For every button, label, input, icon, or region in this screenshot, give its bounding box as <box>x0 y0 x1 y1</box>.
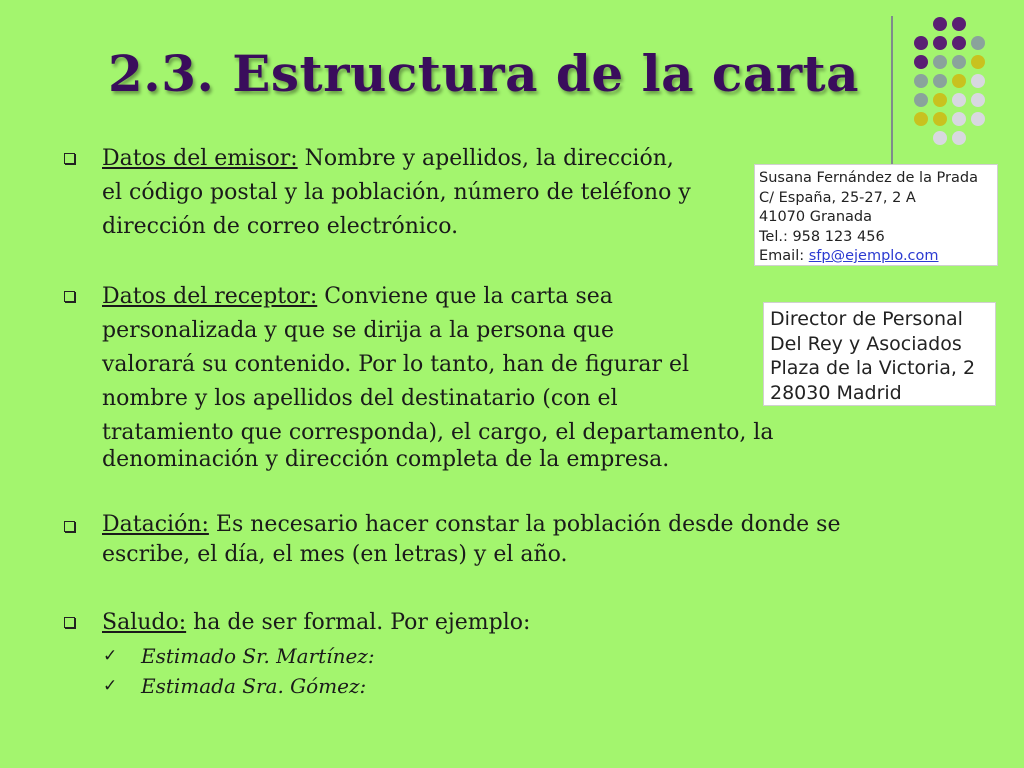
example-item <box>103 641 375 671</box>
decorative-dot <box>914 93 928 107</box>
decorative-dot <box>933 17 947 31</box>
receiver-line: Del Rey y Asociados <box>770 332 962 355</box>
decorative-dot <box>952 74 966 88</box>
decorative-dot <box>933 36 947 50</box>
bullet-text: tratamiento que corresponda), el cargo, el departamento, la <box>102 420 774 445</box>
decorative-dot <box>914 112 928 126</box>
bullet-text: dirección de correo electrónico. <box>102 214 459 239</box>
sender-address-card <box>754 164 998 266</box>
bullet-text: valorará su contenido. Por lo tanto, han de figurar el <box>102 352 690 377</box>
bullet-saludo <box>102 606 530 640</box>
decorative-dot <box>952 36 966 50</box>
bullet-text: Nombre y apellidos, la dirección, <box>304 146 674 171</box>
decorative-dot <box>914 74 928 88</box>
email-link[interactable]: sfp@ejemplo.com <box>808 248 939 264</box>
receiver-line: 28030 Madrid <box>770 381 902 404</box>
decorative-dot <box>952 55 966 69</box>
bullet-text: personalizada y que se dirija a la persona que <box>102 318 614 343</box>
decorative-dot <box>933 112 947 126</box>
sender-line: 41070 Granada <box>759 209 872 225</box>
bullet-term: Saludo: <box>102 610 187 635</box>
bullet-term: Datos del receptor: <box>102 284 318 309</box>
sender-line: Susana Fernández de la Prada <box>759 170 978 186</box>
bullet-term: Datos del emisor: <box>102 146 298 171</box>
bullet-text: denominación y dirección completa de la empresa. <box>102 447 670 472</box>
square-bullet-icon <box>64 291 75 302</box>
bullet-text: ha de ser formal. Por ejemplo: <box>193 610 531 635</box>
decorative-dot <box>952 93 966 107</box>
decorative-dot <box>971 112 985 126</box>
checkmark-icon: ✓ <box>103 676 118 696</box>
square-bullet-icon <box>64 521 75 532</box>
bullet-datacion <box>102 510 840 570</box>
decorative-dot <box>933 93 947 107</box>
decorative-dot <box>933 74 947 88</box>
receiver-line: Director de Personal <box>770 308 963 330</box>
square-bullet-icon <box>64 617 75 628</box>
bullet-term: Datación: <box>102 512 209 537</box>
decorative-dot <box>914 55 928 69</box>
bullet-text: el código postal y la población, número de teléfono y <box>102 180 691 205</box>
example-item <box>103 671 367 701</box>
bullet-text: nombre y los apellidos del destinatario (con el <box>102 386 618 411</box>
decorative-dot <box>914 36 928 50</box>
receiver-address-card <box>763 302 996 406</box>
decorative-dot <box>933 131 947 145</box>
decorative-dot <box>952 112 966 126</box>
bullet-text: Es necesario hacer constar la población desde donde se <box>215 512 841 537</box>
receiver-line: Plaza de la Victoria, 2 <box>770 357 976 379</box>
example-text: Estimado Sr. Martínez: <box>141 644 375 668</box>
bullet-receptor <box>102 280 773 477</box>
decorative-dot <box>933 55 947 69</box>
slide-title: 2.3. Estructura de la carta <box>108 44 860 103</box>
checkmark-icon: ✓ <box>103 646 118 666</box>
sender-line: C/ España, 25-27, 2 A <box>759 189 916 206</box>
email-label: Email: <box>759 248 805 264</box>
bullet-text: escribe, el día, el mes (en letras) y el año. <box>102 542 568 567</box>
decorative-dot <box>952 131 966 145</box>
decorative-dot <box>971 93 985 107</box>
bullet-emisor <box>102 142 691 244</box>
square-bullet-icon <box>64 153 75 164</box>
decorative-dot <box>971 36 985 50</box>
example-text: Estimada Sra. Gómez: <box>141 674 367 698</box>
sender-line: Tel.: 958 123 456 <box>759 228 885 245</box>
decorative-dot <box>971 74 985 88</box>
decorative-dot <box>952 17 966 31</box>
bullet-text: Conviene que la carta sea <box>324 284 613 309</box>
decorative-dot <box>971 55 985 69</box>
decorative-divider <box>891 16 893 166</box>
